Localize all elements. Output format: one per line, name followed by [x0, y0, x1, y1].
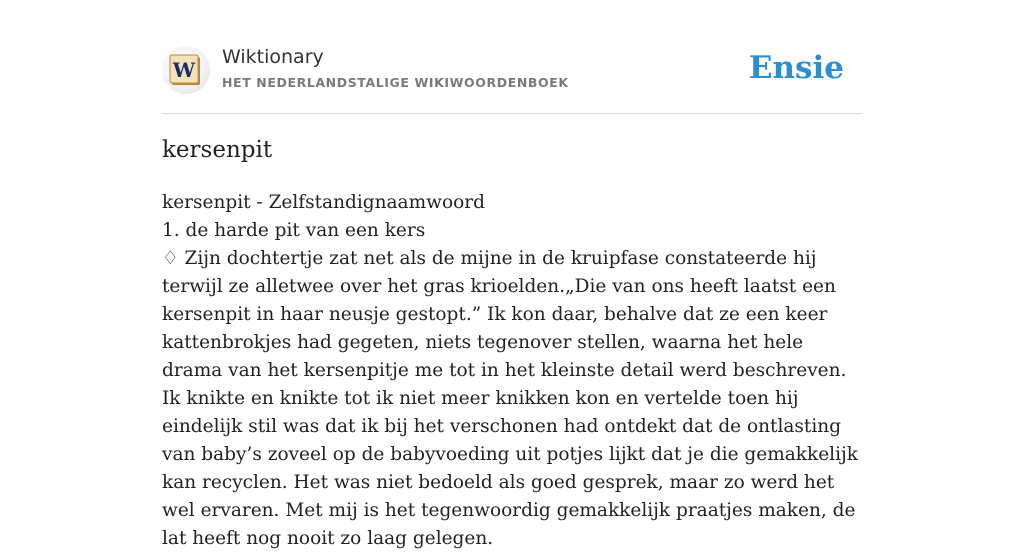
- header-divider: [162, 113, 862, 114]
- part-of-speech-line: kersenpit - Zelfstandignaamwoord: [162, 192, 485, 213]
- entry-title: kersenpit: [162, 137, 273, 163]
- logo-letter: W: [172, 58, 196, 82]
- wiktionary-tile-icon: [162, 46, 210, 94]
- header: [162, 44, 862, 96]
- site-subtitle: HET NEDERLANDSTALIGE WIKIWOORDENBOEK: [222, 75, 569, 90]
- site-title[interactable]: Wiktionary: [222, 46, 324, 68]
- wiktionary-logo-icon[interactable]: [162, 46, 210, 94]
- definition-line: 1. de harde pit van een kers: [162, 220, 426, 241]
- entry-content: [162, 189, 862, 553]
- ensie-brand-link[interactable]: Ensie: [748, 50, 844, 86]
- example-paragraph: ♢ Zijn dochtertje zat net als de mijne in de kruipfase constateerde hij terwijl ze alletwee over het gras krioelden.„Die van ons heeft laatst een kersenpit in haar neusje gestopt.” Ik kon daar, behalve dat ze een keer kattenbrokjes had gegeten, niets tegenover stellen, waarna het hele drama van het kersenpitje me tot in het kleinste detail werd beschreven. Ik knikte en knikte tot ik niet meer knikken kon en vertelde toen hij eindelijk stil was dat ik bij het verschonen had ontdekt dat de ontlasting van baby’s zoveel op de babyvoeding uit potjes lijkt dat je die gemakkelijk kan recyclen. Het was niet bedoeld als goed gesprek, maar zo werd het wel ervaren. Met mij is het tegenwoordig gemakkelijk praatjes maken, de lat heeft nog nooit zo laag gelegen.: [162, 248, 858, 549]
